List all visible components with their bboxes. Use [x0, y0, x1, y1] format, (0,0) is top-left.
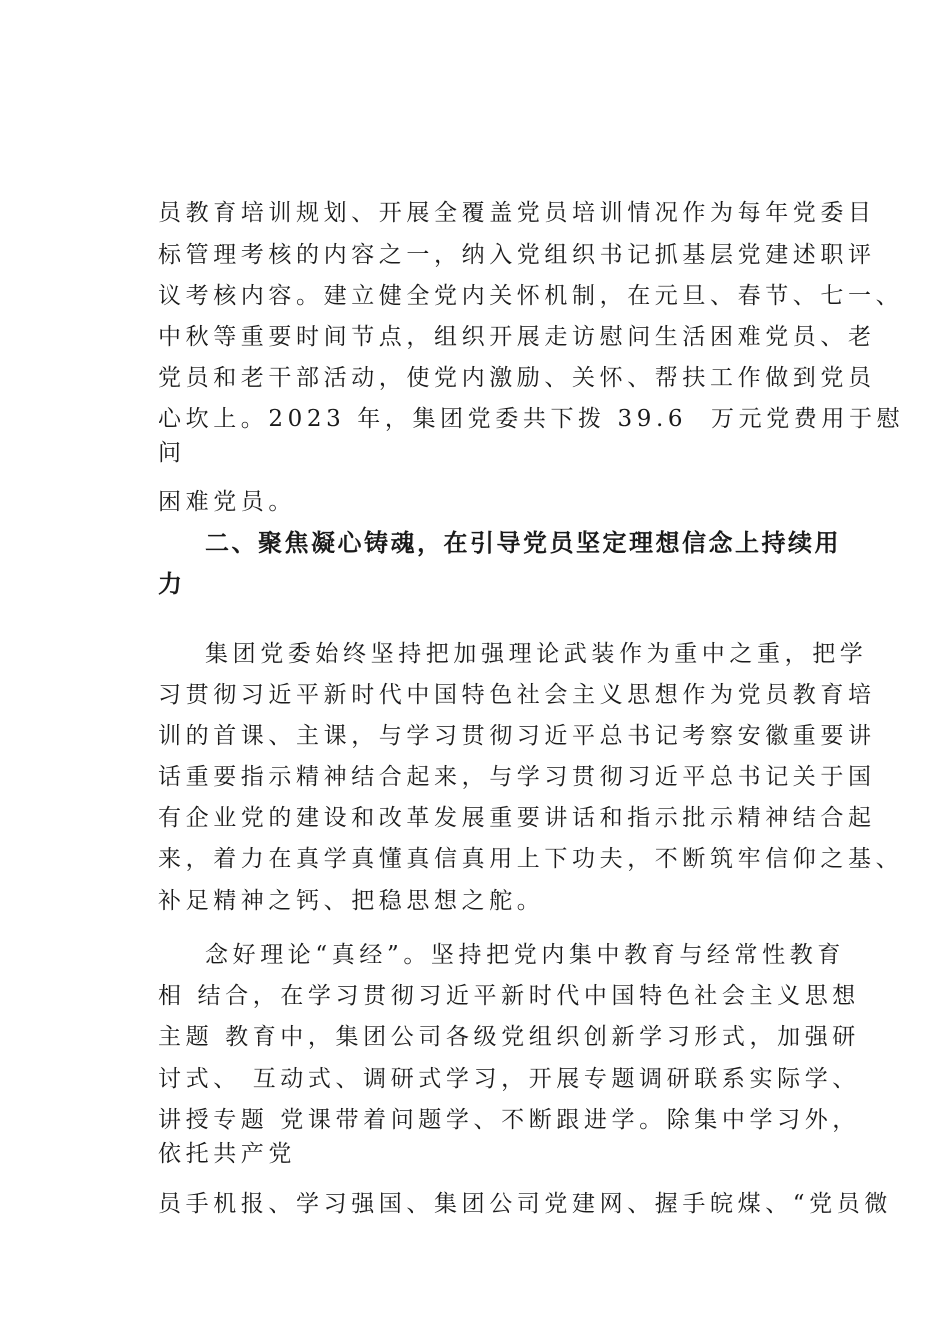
- text-line: 中秋等重要时间节点，组织开展走访慰问生活困难党员、老: [158, 324, 876, 350]
- text-line: 来，着力在真学真懂真信真用上下功夫，不断筑牢信仰之基、: [158, 846, 904, 872]
- text-line: 标管理考核的内容之一，纳入党组织书记抓基层党建述职评: [158, 242, 876, 268]
- text-line: 相 结合，在学习贯彻习近平新时代中国特色社会主义思想: [158, 983, 860, 1009]
- text-line: 困难党员。: [158, 489, 296, 515]
- text-line: 员教育培训规划、开展全覆盖党员培训情况作为每年党委目: [158, 200, 876, 226]
- text-line: 习贯彻习近平新时代中国特色社会主义思想作为党员教育培: [158, 682, 876, 708]
- text-line: 问: [158, 440, 186, 466]
- text-line: 训的首课、主课，与学习贯彻习近平总书记考察安徽重要讲: [158, 723, 876, 749]
- text-line: 依托共产党: [158, 1141, 296, 1167]
- text-line: 员手机报、学习强国、集团公司党建网、握手皖煤、“党员微: [158, 1191, 892, 1217]
- text-line: 讨式、 互动式、调研式学习，开展专题调研联系实际学、: [158, 1066, 860, 1092]
- section-heading-continued: 力: [158, 570, 185, 598]
- text-line: 集团党委始终坚持把加强理论武装作为重中之重，把学: [205, 641, 868, 667]
- text-line: 党员和老干部活动，使党内激励、关怀、帮扶工作做到党员: [158, 365, 876, 391]
- text-line: 有企业党的建设和改革发展重要讲话和指示批示精神结合起: [158, 805, 876, 831]
- text-line: 补足精神之钙、把稳思想之舵。: [158, 888, 545, 914]
- text-line: 主题 教育中，集团公司各级党组织创新学习形式，加强研: [158, 1024, 860, 1050]
- section-heading: 二、聚焦凝心铸魂，在引导党员坚定理想信念上持续用: [205, 529, 841, 557]
- text-line: 念好理论“真经”。坚持把党内集中教育与经常性教育: [205, 942, 845, 968]
- text-line: 话重要指示精神结合起来，与学习贯彻习近平总书记关于国: [158, 764, 876, 790]
- text-line: 议考核内容。建立健全党内关怀机制，在元旦、春节、七一、: [158, 283, 904, 309]
- text-line: 心坎上。2023 年，集团党委共下拨 39.6 万元党费用于慰: [158, 406, 905, 432]
- text-line: 讲授专题 党课带着问题学、不断跟进学。除集中学习外，: [158, 1107, 860, 1133]
